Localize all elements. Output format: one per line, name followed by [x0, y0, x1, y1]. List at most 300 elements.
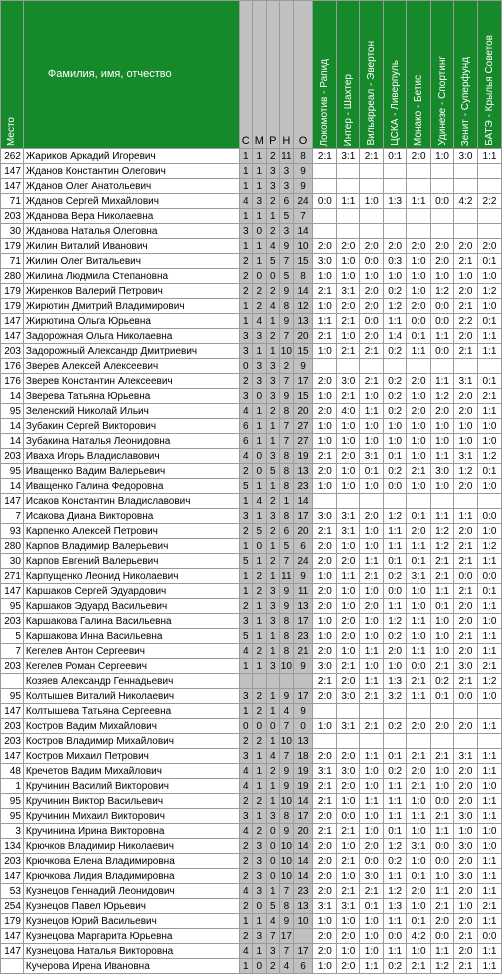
- stat-cell: 2: [266, 149, 280, 164]
- table-row: [1, 764, 502, 779]
- prediction-cell: 1:1: [477, 914, 501, 929]
- prediction-cell: 2:1: [313, 779, 337, 794]
- prediction-cell: 2:0: [431, 914, 454, 929]
- stat-cell: 0: [253, 389, 267, 404]
- table-row: [1, 194, 502, 209]
- prediction-cell: 0:1: [384, 824, 407, 839]
- prediction-cell: 3:1: [337, 524, 360, 539]
- prediction-cell: 0:0: [477, 929, 501, 944]
- prediction-cell: 2:0: [313, 944, 337, 959]
- stat-cell: 1: [266, 884, 280, 899]
- table-row: [1, 479, 502, 494]
- prediction-cell: 1:1: [431, 509, 454, 524]
- stat-cell: 0: [239, 719, 253, 734]
- stat-cell: 17: [293, 374, 313, 389]
- place-cell: 203: [1, 734, 24, 749]
- prediction-cell: 3:1: [407, 569, 431, 584]
- stat-cell: 1: [239, 314, 253, 329]
- prediction-cell: 4:2: [407, 929, 431, 944]
- prediction-cell: [313, 224, 337, 239]
- stat-cell: 0: [253, 269, 267, 284]
- table-row: [1, 929, 502, 944]
- prediction-cell: 0:0: [407, 314, 431, 329]
- prediction-cell: 3:2: [384, 689, 407, 704]
- stat-cell: 2: [239, 524, 253, 539]
- prediction-cell: [384, 359, 407, 374]
- name-cell: Крючков Владимир Николаевич: [23, 839, 239, 854]
- place-cell: 179: [1, 914, 24, 929]
- name-cell: Карпенко Алексей Петрович: [23, 524, 239, 539]
- prediction-cell: [407, 359, 431, 374]
- header-match: Вильярреал - Эвертон: [360, 1, 384, 149]
- prediction-cell: 1:0: [360, 809, 384, 824]
- prediction-cell: 1:0: [337, 269, 360, 284]
- stat-cell: 6: [280, 524, 294, 539]
- stat-cell: 2: [239, 734, 253, 749]
- stat-cell: 15: [293, 254, 313, 269]
- stat-cell: 0: [266, 869, 280, 884]
- name-cell: Кручинин Виктор Васильевич: [23, 794, 239, 809]
- stat-cell: 8: [280, 614, 294, 629]
- prediction-cell: [431, 179, 454, 194]
- prediction-cell: [407, 224, 431, 239]
- prediction-cell: 0:2: [384, 374, 407, 389]
- name-cell: Крючкова Лидия Владимировна: [23, 869, 239, 884]
- prediction-cell: 2:1: [360, 149, 384, 164]
- prediction-cell: 3:1: [313, 899, 337, 914]
- table-row: [1, 869, 502, 884]
- table-row: [1, 539, 502, 554]
- prediction-cell: 2:0: [453, 524, 477, 539]
- prediction-cell: [360, 734, 384, 749]
- prediction-cell: [384, 704, 407, 719]
- prediction-cell: [384, 224, 407, 239]
- prediction-cell: 1:1: [477, 629, 501, 644]
- name-cell: Жданова Наталья Олеговна: [23, 224, 239, 239]
- prediction-cell: 2:0: [407, 299, 431, 314]
- prediction-cell: [407, 179, 431, 194]
- stat-cell: 1: [239, 209, 253, 224]
- name-cell: Кегелев Роман Сергеевич: [23, 659, 239, 674]
- name-cell: Задорожный Александр Дмитриевич: [23, 344, 239, 359]
- stat-cell: 9: [293, 359, 313, 374]
- stat-cell: 14: [293, 224, 313, 239]
- place-cell: 147: [1, 164, 24, 179]
- prediction-cell: 1:0: [360, 914, 384, 929]
- prediction-cell: 1:0: [360, 419, 384, 434]
- prediction-cell: [360, 224, 384, 239]
- prediction-cell: 2:0: [453, 614, 477, 629]
- place-cell: [1, 674, 24, 689]
- prediction-cell: 2:1: [453, 959, 477, 974]
- table-row: [1, 569, 502, 584]
- prediction-cell: 0:1: [384, 749, 407, 764]
- stat-cell: 3: [239, 614, 253, 629]
- prediction-cell: 1:0: [384, 419, 407, 434]
- place-cell: 203: [1, 209, 24, 224]
- table-row: [1, 179, 502, 194]
- stat-cell: 2: [266, 194, 280, 209]
- prediction-cell: 1:1: [384, 914, 407, 929]
- table-row: [1, 329, 502, 344]
- prediction-cell: 0:0: [453, 689, 477, 704]
- prediction-cell: 2:0: [453, 884, 477, 899]
- name-cell: Исакова Диана Викторовна: [23, 509, 239, 524]
- place-cell: 53: [1, 884, 24, 899]
- stat-cell: 8: [280, 479, 294, 494]
- prediction-cell: 1:1: [407, 689, 431, 704]
- name-cell: Кручинина Ирина Викторовна: [23, 824, 239, 839]
- prediction-cell: [337, 359, 360, 374]
- stat-cell: 1: [253, 239, 267, 254]
- prediction-cell: 2:0: [453, 284, 477, 299]
- prediction-cell: 2:0: [337, 959, 360, 974]
- prediction-cell: 1:0: [337, 329, 360, 344]
- prediction-cell: 0:0: [431, 794, 454, 809]
- stat-cell: 0: [253, 464, 267, 479]
- prediction-cell: 0:0: [384, 479, 407, 494]
- stat-cell: 1: [239, 539, 253, 554]
- prediction-cell: 2:0: [313, 554, 337, 569]
- stat-cell: 2: [266, 404, 280, 419]
- prediction-cell: 1:0: [337, 914, 360, 929]
- prediction-cell: [337, 179, 360, 194]
- stat-cell: 15: [293, 344, 313, 359]
- table-row: [1, 374, 502, 389]
- prediction-cell: 1:0: [407, 599, 431, 614]
- stat-cell: 1: [266, 794, 280, 809]
- header-stat: М: [253, 1, 267, 149]
- prediction-cell: 2:0: [407, 149, 431, 164]
- prediction-cell: 2:1: [453, 299, 477, 314]
- name-cell: Жилин Олег Витальевич: [23, 254, 239, 269]
- table-row: [1, 359, 502, 374]
- prediction-cell: 1:0: [360, 269, 384, 284]
- prediction-cell: 1:1: [384, 809, 407, 824]
- prediction-cell: 1:0: [431, 629, 454, 644]
- header-match: БАТЭ - Крылья Советов: [477, 1, 501, 149]
- stat-cell: 1: [253, 914, 267, 929]
- stat-cell: 1: [253, 344, 267, 359]
- place-cell: 5: [1, 629, 24, 644]
- stat-cell: 9: [280, 914, 294, 929]
- place-cell: 3: [1, 824, 24, 839]
- stat-cell: 14: [293, 794, 313, 809]
- table-row: [1, 704, 502, 719]
- name-cell: Кузнецова Наталья Викторовна: [23, 944, 239, 959]
- prediction-cell: [477, 209, 501, 224]
- prediction-cell: [477, 224, 501, 239]
- stat-cell: 7: [280, 419, 294, 434]
- prediction-cell: 1:1: [360, 404, 384, 419]
- stat-cell: 1: [253, 944, 267, 959]
- prediction-cell: 1:0: [360, 434, 384, 449]
- stat-cell: 7: [280, 329, 294, 344]
- stat-cell: 7: [280, 884, 294, 899]
- prediction-cell: 1:0: [477, 779, 501, 794]
- prediction-cell: 2:0: [360, 839, 384, 854]
- stat-cell: 3: [253, 359, 267, 374]
- header-row: [1, 1, 502, 149]
- prediction-cell: 2:0: [360, 509, 384, 524]
- stat-cell: 4: [266, 299, 280, 314]
- prediction-cell: 3:1: [337, 284, 360, 299]
- prediction-cell: 1:1: [477, 854, 501, 869]
- table-row: [1, 164, 502, 179]
- stat-cell: 1: [253, 659, 267, 674]
- name-cell: Зверев Алексей Алексеевич: [23, 359, 239, 374]
- prediction-cell: 0:0: [431, 344, 454, 359]
- prediction-cell: 1:0: [313, 419, 337, 434]
- name-cell: Жданова Вера Николаевна: [23, 209, 239, 224]
- stat-cell: 23: [293, 479, 313, 494]
- prediction-cell: 2:0: [453, 764, 477, 779]
- prediction-cell: 0:2: [384, 284, 407, 299]
- prediction-cell: 1:0: [337, 254, 360, 269]
- prediction-cell: 0:1: [477, 464, 501, 479]
- prediction-cell: 2:0: [407, 764, 431, 779]
- stat-cell: 1: [253, 509, 267, 524]
- place-cell: 14: [1, 434, 24, 449]
- prediction-cell: 2:1: [431, 554, 454, 569]
- stat-cell: 2: [239, 284, 253, 299]
- prediction-cell: 1:1: [407, 614, 431, 629]
- place-cell: 7: [1, 509, 24, 524]
- prediction-cell: 2:0: [431, 719, 454, 734]
- table-row: [1, 779, 502, 794]
- prediction-cell: 3:0: [360, 869, 384, 884]
- name-cell: Иващенко Галина Федоровна: [23, 479, 239, 494]
- place-cell: 1: [1, 779, 24, 794]
- prediction-cell: 2:1: [431, 899, 454, 914]
- stat-cell: 9: [280, 764, 294, 779]
- place-cell: 203: [1, 614, 24, 629]
- prediction-cell: 3:0: [313, 659, 337, 674]
- prediction-cell: 1:0: [360, 764, 384, 779]
- table-row: [1, 944, 502, 959]
- prediction-cell: 0:2: [384, 764, 407, 779]
- prediction-cell: 2:1: [453, 584, 477, 599]
- prediction-cell: 1:1: [431, 824, 454, 839]
- place-cell: 71: [1, 254, 24, 269]
- prediction-cell: 3:1: [337, 509, 360, 524]
- table-row: [1, 734, 502, 749]
- table-row: [1, 509, 502, 524]
- stat-cell: 13: [293, 314, 313, 329]
- prediction-cell: 1:0: [313, 569, 337, 584]
- prediction-cell: 3:1: [337, 719, 360, 734]
- prediction-cell: 0:1: [407, 329, 431, 344]
- stat-cell: 17: [293, 944, 313, 959]
- stat-cell: [253, 674, 267, 689]
- prediction-cell: 1:0: [360, 629, 384, 644]
- prediction-cell: 3:0: [337, 374, 360, 389]
- prediction-cell: 1:1: [453, 509, 477, 524]
- table-row: [1, 809, 502, 824]
- prediction-cell: 2:1: [313, 794, 337, 809]
- table-row: [1, 629, 502, 644]
- stat-cell: 1: [253, 179, 267, 194]
- prediction-cell: 2:1: [337, 854, 360, 869]
- place-cell: 95: [1, 809, 24, 824]
- prediction-cell: 1:0: [360, 824, 384, 839]
- prediction-cell: 0:0: [431, 194, 454, 209]
- prediction-cell: [384, 164, 407, 179]
- stat-cell: 3: [266, 509, 280, 524]
- prediction-cell: 1:2: [431, 389, 454, 404]
- place-cell: 203: [1, 659, 24, 674]
- prediction-cell: [384, 209, 407, 224]
- stat-cell: 19: [293, 449, 313, 464]
- table-row: [1, 419, 502, 434]
- name-cell: Иваха Игорь Владиславович: [23, 449, 239, 464]
- prediction-cell: 1:0: [337, 944, 360, 959]
- prediction-cell: [407, 734, 431, 749]
- stat-cell: 2: [253, 689, 267, 704]
- prediction-cell: [313, 359, 337, 374]
- prediction-cell: [337, 704, 360, 719]
- prediction-cell: [453, 224, 477, 239]
- prediction-cell: 1:1: [384, 779, 407, 794]
- prediction-cell: [453, 209, 477, 224]
- stat-cell: 0: [266, 719, 280, 734]
- stat-cell: 2: [266, 764, 280, 779]
- stat-cell: 6: [293, 959, 313, 974]
- stat-cell: 20: [293, 524, 313, 539]
- stat-cell: 2: [266, 494, 280, 509]
- stat-cell: 1: [253, 209, 267, 224]
- prediction-cell: 2:0: [337, 749, 360, 764]
- stat-cell: 5: [280, 269, 294, 284]
- table-row: [1, 854, 502, 869]
- prediction-cell: 1:2: [384, 509, 407, 524]
- prediction-cell: 0:2: [384, 629, 407, 644]
- prediction-cell: 2:1: [360, 344, 384, 359]
- stat-cell: 6: [293, 539, 313, 554]
- name-cell: Каршаков Сергей Эдуардович: [23, 584, 239, 599]
- place-cell: 179: [1, 239, 24, 254]
- prediction-cell: 1:0: [431, 419, 454, 434]
- name-cell: Костров Владимир Михайлович: [23, 734, 239, 749]
- prediction-cell: 2:1: [453, 254, 477, 269]
- stat-cell: 1: [239, 179, 253, 194]
- stat-cell: 17: [293, 614, 313, 629]
- prediction-cell: 3:0: [313, 254, 337, 269]
- stat-cell: 3: [266, 179, 280, 194]
- stat-cell: 9: [293, 569, 313, 584]
- stat-cell: 17: [293, 509, 313, 524]
- stat-cell: 19: [293, 764, 313, 779]
- stat-cell: 4: [239, 449, 253, 464]
- prediction-cell: 1:1: [407, 344, 431, 359]
- stat-cell: 3: [253, 929, 267, 944]
- prediction-cell: 2:1: [477, 659, 501, 674]
- prediction-cell: 1:0: [407, 794, 431, 809]
- prediction-cell: 1:1: [477, 794, 501, 809]
- stat-cell: 5: [253, 524, 267, 539]
- prediction-cell: 1:1: [477, 884, 501, 899]
- stat-cell: 1: [253, 419, 267, 434]
- stat-cell: 7: [280, 944, 294, 959]
- stat-cell: 4: [253, 494, 267, 509]
- prediction-cell: 1:0: [337, 869, 360, 884]
- prediction-cell: 0:1: [407, 509, 431, 524]
- stat-cell: 3: [253, 869, 267, 884]
- prediction-cell: 1:0: [407, 434, 431, 449]
- prediction-cell: 1:0: [431, 149, 454, 164]
- prediction-cell: 2:0: [453, 719, 477, 734]
- stat-cell: 9: [280, 314, 294, 329]
- stat-cell: 24: [293, 554, 313, 569]
- prediction-cell: [431, 359, 454, 374]
- prediction-cell: 2:0: [313, 584, 337, 599]
- name-cell: Кузнецов Геннадий Леонидович: [23, 884, 239, 899]
- stat-cell: 13: [293, 899, 313, 914]
- prediction-cell: 1:0: [407, 389, 431, 404]
- name-cell: Иващенко Вадим Валерьевич: [23, 464, 239, 479]
- stat-cell: 10: [280, 735, 292, 747]
- prediction-cell: 0:0: [384, 584, 407, 599]
- place-cell: 271: [1, 569, 24, 584]
- prediction-cell: 2:1: [313, 149, 337, 164]
- table-row: [1, 404, 502, 419]
- prediction-cell: 2:0: [313, 869, 337, 884]
- prediction-cell: 2:0: [313, 374, 337, 389]
- stat-cell: 1: [239, 494, 253, 509]
- prediction-cell: 2:1: [313, 674, 337, 689]
- prediction-cell: 2:0: [313, 239, 337, 254]
- header-match: Локомотив - Рапид: [313, 1, 337, 149]
- prediction-cell: 2:0: [431, 239, 454, 254]
- place-cell: 7: [1, 644, 24, 659]
- stat-cell: 1: [253, 149, 267, 164]
- prediction-cell: 0:0: [453, 569, 477, 584]
- name-cell: Задорожная Ольга Николаевна: [23, 329, 239, 344]
- stat-cell: 1: [239, 299, 253, 314]
- prediction-cell: 0:2: [384, 344, 407, 359]
- prediction-cell: 2:0: [313, 539, 337, 554]
- prediction-cell: 1:0: [453, 419, 477, 434]
- prediction-cell: 1:1: [431, 584, 454, 599]
- prediction-cell: 4:0: [337, 404, 360, 419]
- prediction-cell: 1:1: [477, 869, 501, 884]
- stat-cell: [266, 674, 280, 689]
- prediction-cell: 0:2: [384, 464, 407, 479]
- prediction-cell: 2:0: [407, 239, 431, 254]
- prediction-cell: 2:2: [453, 314, 477, 329]
- stat-cell: 8: [293, 149, 313, 164]
- prediction-cell: 1:0: [337, 794, 360, 809]
- prediction-cell: 0:1: [384, 149, 407, 164]
- stat-cell: 23: [293, 629, 313, 644]
- stat-cell: 1: [266, 479, 280, 494]
- stat-cell: 10: [280, 345, 292, 357]
- prediction-cell: 4:2: [453, 194, 477, 209]
- prediction-cell: 2:1: [453, 929, 477, 944]
- prediction-cell: 1:2: [477, 449, 501, 464]
- stat-cell: 1: [266, 779, 280, 794]
- prediction-cell: 1:0: [407, 899, 431, 914]
- prediction-cell: 1:1: [477, 329, 501, 344]
- prediction-cell: 1:0: [360, 539, 384, 554]
- prediction-cell: 2:0: [360, 239, 384, 254]
- stat-cell: 10: [280, 855, 292, 867]
- table-row: [1, 284, 502, 299]
- prediction-cell: 1:0: [360, 779, 384, 794]
- name-cell: Жданов Сергей Михайлович: [23, 194, 239, 209]
- prediction-cell: 0:1: [384, 449, 407, 464]
- prediction-cell: 1:1: [337, 194, 360, 209]
